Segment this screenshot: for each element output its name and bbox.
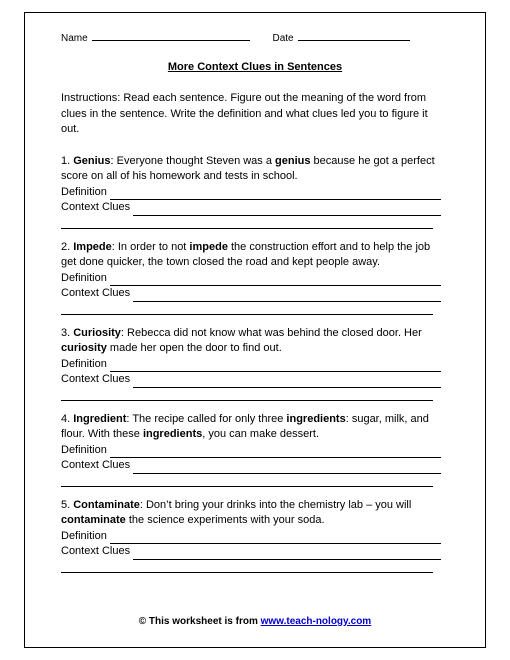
definition-row-label: Definition [61,529,107,542]
context-clues-row-blank[interactable] [133,205,441,216]
sentence-text: made her open the door to find out. [106,342,282,354]
definition-row [61,271,441,287]
date-blank[interactable] [298,31,410,41]
context-clues-row [61,544,441,560]
footer-text: © This worksheet is from [138,616,261,627]
definition-row-label: Definition [61,185,107,198]
context-clues-row-label: Context Clues [61,545,131,557]
definition-row-blank[interactable] [110,533,441,544]
question-sentence: 1. Genius: Everyone thought Steven was a genius because he got a perfect score on all of his homework and tests in school. [61,154,435,182]
sentence-text: Rebecca did not know what was behind the closed door. Her [127,326,422,339]
definition-row-label: Definition [61,443,107,456]
question-number: 4. [61,412,74,425]
sentence-text: the science experiments with your soda. [125,514,325,526]
vocab-word: Impede [73,240,112,253]
sentence-text: Everyone thought Steven was a [116,154,276,167]
sentence-text: The recipe called for only three [132,412,287,425]
definition-row [61,443,441,459]
question-number: 3. [61,326,74,339]
vocab-word-inline: impede [189,240,228,253]
answer-extra-line[interactable] [61,562,433,573]
definition-row-blank[interactable] [110,447,441,458]
definition-row [61,529,441,545]
sentence-text: : sugar, milk, and flour. With these [61,412,429,440]
context-clues-row-blank[interactable] [133,377,441,388]
question-sentence: 5. Contaminate: Don’t bring your drinks into the chemistry lab – you will contaminate the science experiments with your soda. [61,498,412,526]
sentence-text: In order to not [117,240,190,253]
question-item [61,240,441,315]
answer-extra-line[interactable] [61,304,433,315]
question-item [61,154,441,229]
definition-row [61,185,441,201]
question-item [61,498,441,573]
footer-credit [25,616,485,627]
question-list [61,154,441,573]
sentence-text: , you can make dessert. [202,428,320,440]
vocab-word-inline: curiosity [61,342,107,354]
instructions: Instructions: Read each sentence. Figure out the meaning of the word from clues in the sentence. Write the definition and what clues led you to figure it out. [61,92,428,135]
question-sentence: 4. Ingredient: The recipe called for only three ingredients: sugar, milk, and flour. With these ingredients, you can make dessert. [61,412,429,440]
vocab-word: Genius [73,154,111,167]
answer-extra-line[interactable] [61,476,433,487]
context-clues-row [61,200,441,216]
vocab-word: Curiosity [73,326,121,339]
definition-row-blank[interactable] [110,275,441,286]
vocab-word-inline: genius [275,154,311,167]
context-clues-row [61,458,441,474]
answer-extra-line[interactable] [61,390,433,401]
context-clues-row-label: Context Clues [61,287,131,299]
context-clues-row-label: Context Clues [61,201,131,213]
vocab-word-inline: ingredients [286,412,346,425]
context-clues-row-blank[interactable] [133,463,441,474]
footer-link[interactable]: www.teach-nology.com [260,616,372,627]
context-clues-row-blank[interactable] [133,291,441,302]
context-clues-row [61,286,441,302]
question-number: 5. [61,498,74,511]
question-item [61,412,441,487]
worksheet-page [24,12,486,648]
context-clues-row-label: Context Clues [61,459,131,471]
question-sentence: 3. Curiosity: Rebecca did not know what was behind the closed door. Her curiosity made her open the door to find out. [61,326,422,354]
context-clues-row-label: Context Clues [61,373,131,385]
context-clues-row [61,372,441,388]
definition-row-label: Definition [61,357,107,370]
worksheet-title: More Context Clues in Sentences [167,61,343,73]
question-item [61,326,441,401]
name-blank[interactable] [92,31,250,41]
definition-row-blank[interactable] [110,189,441,200]
sentence-text: Don’t bring your drinks into the chemistry lab – you will [145,498,412,511]
sentence-text: because he got a perfect score on all of his homework and tests in school. [61,154,435,182]
name-label: Name [61,33,88,44]
question-number: 1. [61,154,74,167]
definition-row-label: Definition [61,271,107,284]
vocab-word: Ingredient [73,412,127,425]
date-label: Date [272,33,294,44]
vocab-word: Contaminate [73,498,140,511]
answer-extra-line[interactable] [61,218,433,229]
worksheet-content [61,91,441,584]
definition-row-blank[interactable] [110,361,441,372]
sentence-text: the construction effort and to help the job get done quicker, the town closed the road and kept people away. [61,240,431,268]
context-clues-row-blank[interactable] [133,549,441,560]
header-row [61,31,410,44]
vocab-word-inline: ingredients [142,428,203,440]
question-number: 2. [61,240,74,253]
vocab-word-inline: contaminate [61,514,126,526]
definition-row [61,357,441,373]
question-sentence: 2. Impede: In order to not impede the construction effort and to help the job get done quicker, the town closed the road and kept people away. [61,240,431,268]
